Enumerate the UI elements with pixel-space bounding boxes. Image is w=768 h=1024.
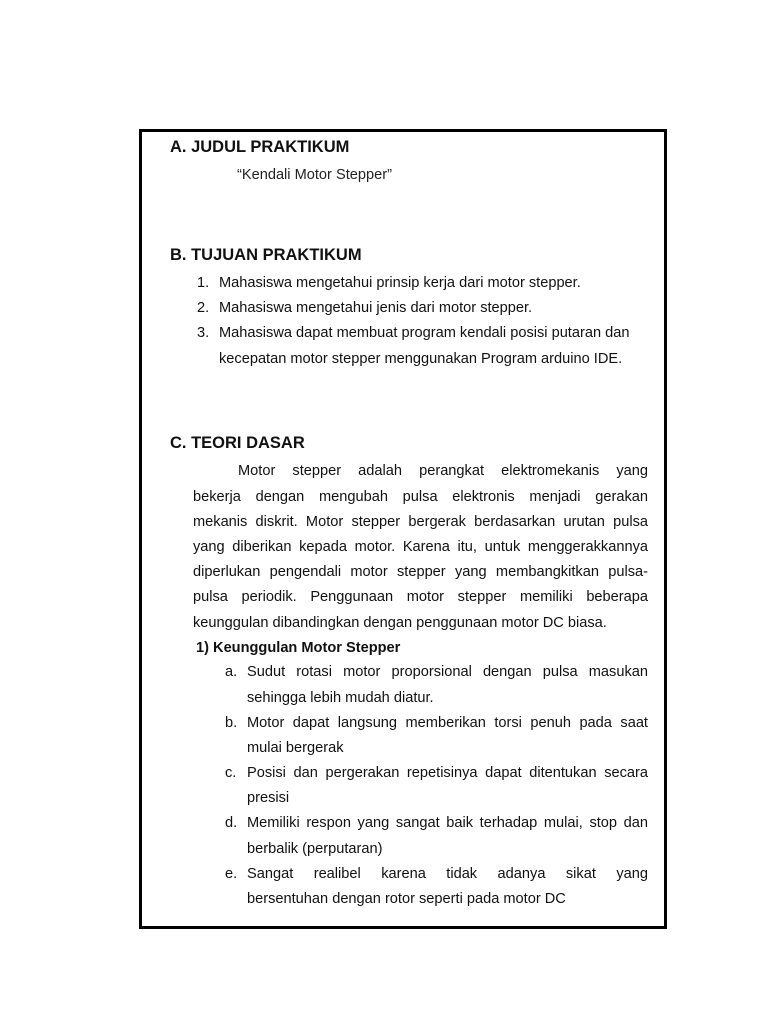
section-b-heading: B. TUJUAN PRAKTIKUM [170,246,362,264]
paragraph-line: bekerja dengan mengubah pulsa elektronis menjadi gerakan [193,489,648,505]
advantage-text: bersentuhan dengan rotor seperti pada motor DC [247,891,566,907]
advantage-text: sehingga lebih mudah diatur. [247,690,434,706]
section-c-heading: C. TEORI DASAR [170,434,305,452]
paragraph-line: yang diberikan kepada motor. Karena itu, untuk menggerakkannya [193,539,648,555]
objective-text: kecepatan motor stepper menggunakan Program arduino IDE. [219,351,623,367]
paragraph-line: diperlukan pengendali motor stepper yang membangkitkan pulsa- [193,564,648,580]
advantage-text: Posisi dan pergerakan repetisinya dapat ditentukan secara [247,765,648,781]
objective-text: Mahasiswa mengetahui prinsip kerja dari motor stepper. [219,275,581,291]
advantage-letter: d. [225,815,238,831]
advantage-text: presisi [247,790,290,806]
advantage-text: Motor dapat langsung memberikan torsi penuh pada saat [247,715,648,731]
paragraph-line: keunggulan dibandingkan dengan penggunaan motor DC biasa. [193,615,607,631]
section-a-heading: A. JUDUL PRAKTIKUM [170,138,350,156]
advantage-letter: a. [225,664,238,680]
objective-number: 2. [197,300,210,316]
objective-text: Mahasiswa mengetahui jenis dari motor stepper. [219,300,533,316]
advantage-text: Sangat realibel karena tidak adanya sikat yang [247,866,648,882]
advantage-letter: c. [225,765,237,781]
practicum-title: “Kendali Motor Stepper” [237,167,392,183]
paragraph-line: mekanis diskrit. Motor stepper bergerak berdasarkan urutan pulsa [193,514,648,530]
advantage-letter: e. [225,866,238,882]
advantage-text: mulai bergerak [247,740,344,756]
objective-number: 1. [197,275,210,291]
advantage-text: berbalik (perputaran) [247,841,383,857]
paragraph-line: pulsa periodik. Penggunaan motor stepper memiliki beberapa [193,589,648,605]
advantage-letter: b. [225,715,238,731]
advantage-text: Memiliki respon yang sangat baik terhadap mulai, stop dan [247,815,648,831]
objective-number: 3. [197,325,210,341]
subsection-heading: 1) Keunggulan Motor Stepper [196,640,401,656]
advantage-text: Sudut rotasi motor proporsional dengan pulsa masukan [247,664,648,680]
paragraph-line: Motor stepper adalah perangkat elektromekanis yang [238,463,648,479]
objective-text: Mahasiswa dapat membuat program kendali posisi putaran dan [219,325,630,341]
